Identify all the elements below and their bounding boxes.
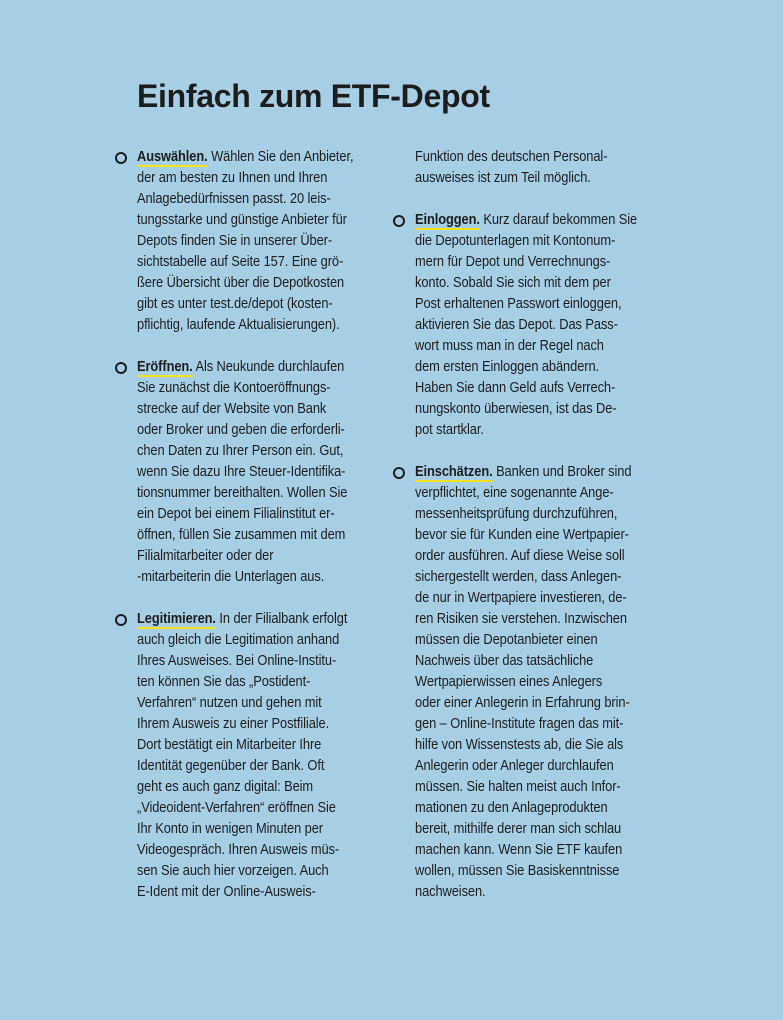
step-einloggen: Einloggen. Kurz darauf bekommen Sie die Depotunterlagen mit Kontonum- mern für Depot und Verrechnungs- konto. Sobald Sie sich mit dem per Post erhaltenen Passwort einloggen, aktivieren Sie das Depot. Das Pass- wort muss man in der Regel nach dem ersten Einloggen abändern. Haben Sie dann Geld aufs Verrech- nungskonto überwiesen, ist das De- pot startklar. (415, 210, 675, 441)
text-line: öffnen, füllen Sie zusammen mit dem (137, 527, 346, 543)
text-line: Dort bestätigt ein Mitarbeiter Ihre (137, 737, 322, 753)
step-eroeffnen: Eröffnen. Als Neukunde durchlaufen Sie zunächst die Kontoeröffnungs- strecke auf der Website von Bank oder Broker und geben die erforderli- chen Daten zu Ihrer Person ein. Gut, wenn Sie dazu Ihre Steuer-Identifika- tionsnummer bereithalten. Wollen Sie ein Depot bei einem Filialinstitut er- öffnen, füllen Sie zusammen mit dem Filialmitarbeiter oder der -mitarbeiterin die Unterlagen aus. (137, 357, 397, 588)
text-line: wollen, müssen Sie Basiskenntnisse (415, 863, 620, 879)
text-line: Videogespräch. Ihren Ausweis müs- (137, 842, 340, 858)
text-line: Funktion des deutschen Personal- (415, 149, 608, 165)
text-line: sichtstabelle auf Seite 157. Eine grö- (137, 254, 344, 270)
text-line: konto. Sobald Sie sich mit dem per (415, 275, 611, 291)
text-line: strecke auf der Website von Bank (137, 401, 327, 417)
text-line: machen kann. Wenn Sie ETF kaufen (415, 842, 623, 858)
text-line: bevor sie für Kunden eine Wertpapier- (415, 527, 629, 543)
text-line: auch gleich die Legitimation anhand (137, 632, 340, 648)
text-line: dem ersten Einloggen abändern. (415, 359, 600, 375)
text-line: Ihrem Ausweis zu einer Postfiliale. (137, 716, 330, 732)
text-line: müssen. Sie halten meist auch Infor- (415, 779, 621, 795)
circle-bullet-icon (115, 614, 127, 626)
text-line: Verfahren“ nutzen und gehen mit (137, 695, 322, 711)
text-line: mern für Depot und Verrechnungs- (415, 254, 611, 270)
right-column (415, 147, 675, 924)
text-line: ßere Übersicht über die Depotkosten (137, 275, 345, 291)
text-line: ten können Sie das „Postident- (137, 674, 311, 690)
text-line: nungskonto überwiesen, ist das De- (415, 401, 617, 417)
step-heading: Einschätzen. (415, 464, 493, 480)
text-line: Wertpapierwissen eines Anlegers (415, 674, 603, 690)
left-column (137, 147, 397, 924)
circle-bullet-icon (393, 215, 405, 227)
text-line: pot startklar. (415, 422, 484, 438)
step-heading: Einloggen. (415, 212, 480, 228)
text-line: wenn Sie dazu Ihre Steuer-Identifika- (137, 464, 346, 480)
text-line: Nachweis über das tatsächliche (415, 653, 594, 669)
text-line: ausweises ist zum Teil möglich. (415, 170, 591, 186)
text-line: müssen die Depotanbieter einen (415, 632, 598, 648)
text-line: Anlagebedürfnissen passt. 20 leis- (137, 191, 331, 207)
text-line: mationen zu den Anlageprodukten (415, 800, 608, 816)
text-line: Post erhaltenen Passwort einloggen, (415, 296, 622, 312)
text-line: order ausführen. Auf diese Weise soll (415, 548, 625, 564)
continuation-paragraph (415, 147, 675, 189)
text-line: verpflichtet, eine sogenannte Ange- (415, 485, 614, 501)
text-line: wort muss man in der Regel nach (415, 338, 604, 354)
text-line: oder einer Anlegerin in Erfahrung brin- (415, 695, 630, 711)
text-line: Depots finden Sie in unserer Über- (137, 233, 333, 249)
step-heading: Legitimieren. (137, 611, 216, 627)
text-line: Haben Sie dann Geld aufs Verrech- (415, 380, 616, 396)
text-line: messenheitsprüfung durchzuführen, (415, 506, 618, 522)
text-line: sen Sie auch hier vorzeigen. Auch (137, 863, 329, 879)
text-line: Anlegerin oder Anleger durchlaufen (415, 758, 614, 774)
text-line: bereit, mithilfe derer man sich schlau (415, 821, 622, 837)
text-line: „Videoident-Verfahren“ eröffnen Sie (137, 800, 336, 816)
step-auswaehlen: Auswählen. Wählen Sie den Anbieter, der am besten zu Ihnen und Ihren Anlagebedürfnissen passt. 20 leis- tungsstarke und günstige Anbieter für Depots finden Sie in unserer Über- sichtstabelle auf Seite 157. Eine grö- ßere Übersicht über die Depotkosten gibt es unter test.de/depot (kosten- pflichtig, laufende Aktualisierungen). (137, 147, 397, 336)
text-line: chen Daten zu Ihrer Person ein. Gut, (137, 443, 344, 459)
text-line: aktivieren Sie das Depot. Das Pass- (415, 317, 618, 333)
text-line: -mitarbeiterin die Unterlagen aus. (137, 569, 325, 585)
text-line: E-Ident mit der Online-Ausweis- (137, 884, 316, 900)
text-line: ein Depot bei einem Filialinstitut er- (137, 506, 335, 522)
step-heading: Eröffnen. (137, 359, 193, 375)
text-line: pflichtig, laufende Aktualisierungen). (137, 317, 340, 333)
circle-bullet-icon (115, 152, 127, 164)
text-line: Ihr Konto in wenigen Minuten per (137, 821, 323, 837)
step-heading: Auswählen. (137, 149, 208, 165)
text-line: die Depotunterlagen mit Kontonum- (415, 233, 616, 249)
text-line: hilfe von Wissenstests ab, die Sie als (415, 737, 624, 753)
step-legitimieren: Legitimieren. In der Filialbank erfolgt auch gleich die Legitimation anhand Ihres Ausweises. Bei Online-Institu- ten können Sie das „Postident- Verfahren“ nutzen und gehen mit Ihrem Ausweis zu einer Postfiliale. Dort bestätigt ein Mitarbeiter Ihre Identität gegenüber der Bank. Oft geht es auch ganz digital: Beim „Videoident-Verfahren“ eröffnen Sie Ihr Konto in wenigen Minuten per Videogespräch. Ihren Ausweis müs- sen Sie auch hier vorzeigen. Auch E-Ident mit der Online-Ausweis- (137, 609, 397, 903)
text-line: nachweisen. (415, 884, 486, 900)
page-title: Einfach zum ETF-Depot (137, 78, 490, 114)
text-line: gibt es unter test.de/depot (kosten- (137, 296, 333, 312)
text-line: sichergestellt werden, dass Anlegen- (415, 569, 622, 585)
text-line: tionsnummer bereithalten. Wollen Sie (137, 485, 348, 501)
text-line: oder Broker und geben die erforderli- (137, 422, 345, 438)
text-line: tungsstarke und günstige Anbieter für (137, 212, 347, 228)
text-line: gen – Online-Institute fragen das mit- (415, 716, 624, 732)
text-line: der am besten zu Ihnen und Ihren (137, 170, 328, 186)
text-line: ren Risiken sie verstehen. Inzwischen (415, 611, 627, 627)
text-line: Identität gegenüber der Bank. Oft (137, 758, 325, 774)
text-line: de nur in Wertpapiere investieren, de- (415, 590, 627, 606)
text-line: Filialmitarbeiter oder der (137, 548, 274, 564)
text-line: geht es auch ganz digital: Beim (137, 779, 314, 795)
text-line: Ihres Ausweises. Bei Online-Institu- (137, 653, 337, 669)
circle-bullet-icon (393, 467, 405, 479)
circle-bullet-icon (115, 362, 127, 374)
text-line: Sie zunächst die Kontoeröffnungs- (137, 380, 331, 396)
step-einschaetzen: Einschätzen. Banken und Broker sind verpflichtet, eine sogenannte Ange- messenheitsprüfung durchzuführen, bevor sie für Kunden eine Wertpapier- order ausführen. Auf diese Weise soll sichergestellt werden, dass Anlegen- de nur in Wertpapiere investieren, de- ren Risiken sie verstehen. Inzwischen müssen die Depotanbieter einen Nachweis über das tatsächliche Wertpapierwissen eines Anlegers oder einer Anlegerin in Erfahrung brin- gen – Online-Institute fragen das mit- hilfe von Wissenstests ab, die Sie als Anlegerin oder Anleger durchlaufen müssen. Sie halten meist auch Infor- mationen zu den Anlageprodukten bereit, mithilfe derer man sich schlau machen kann. Wenn Sie ETF kaufen wollen, müssen Sie Basiskenntnisse nachweisen. (415, 462, 675, 903)
